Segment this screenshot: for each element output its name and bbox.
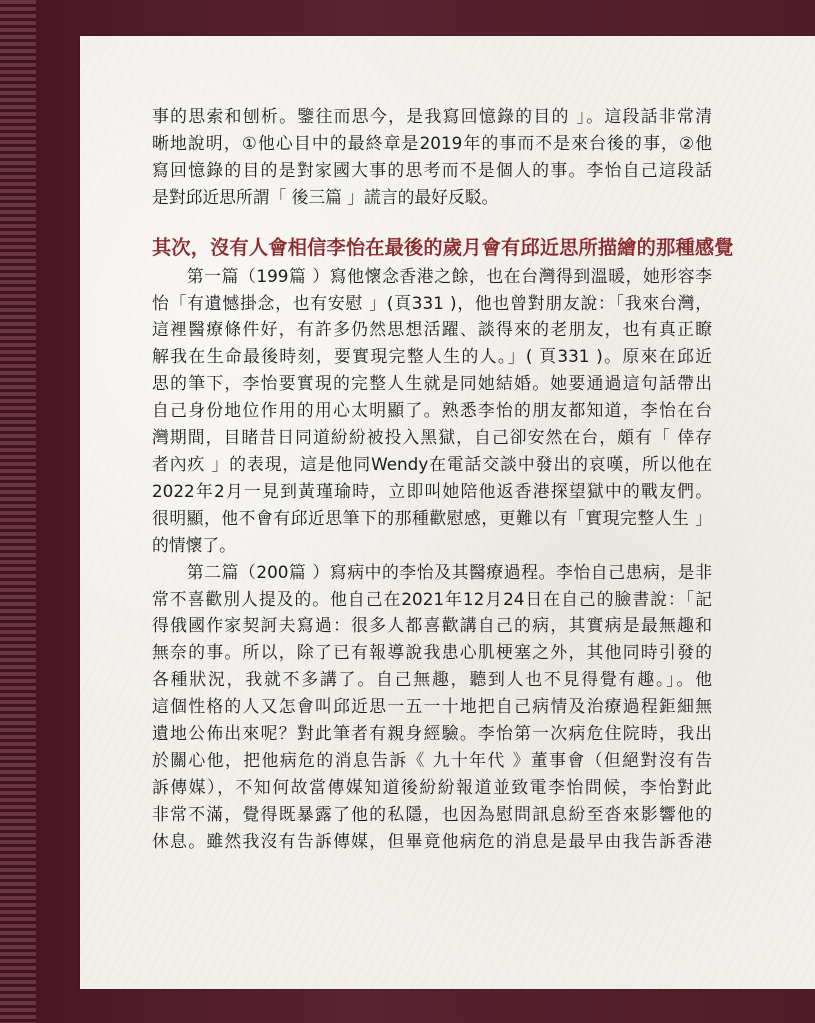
text-line: 非常不滿，覺得既暴露了他的私隱，也因為慰問訊息紛至沓來影響他的 [152, 803, 712, 824]
text-line: 者內疚 」的表現，這是他同Wendy在電話交談中發出的哀嘆，所以他在 [152, 453, 712, 474]
text-line: 這個性格的人又怎會叫邱近思一五一十地把自己病情及治療過程鉅細無 [152, 696, 712, 717]
text-line: 各種狀況，我就不多講了。自己無趣，聽到人也不見得覺有趣。」。他 [152, 669, 712, 690]
text-line: 第二篇（200篇 ）寫病中的李怡及其醫療過程。李怡自己患病，是非 [152, 561, 712, 582]
text-line: 是對邱近思所謂「 後三篇 」謊言的最好反駁。 [152, 186, 499, 207]
text-line: 於關心他，把他病危的消息告訴《 九十年代 》董事會（但絕對沒有告 [152, 749, 712, 770]
text-line: 第一篇（199篇 ）寫他懷念香港之餘，也在台灣得到溫暖，她形容李 [152, 265, 712, 286]
text-line: 得俄國作家契訶夫寫過：很多人都喜歡講自己的病，其實病是最無趣和 [152, 615, 712, 636]
text-line: 2022年2月一見到黃瑾瑜時，立即叫她陪他返香港探望獄中的戰友們。 [152, 480, 712, 501]
text-line: 常不喜歡別人提及的。他自己在2021年12月24日在自己的臉書說：「記 [152, 588, 712, 609]
text-line: 遺地公佈出來呢？對此筆者有親身經驗。李怡第一次病危住院時，我出 [152, 723, 712, 744]
text-line: 思的筆下，李怡要實現的完整人生就是同她結婚。她要通過這句話帶出 [152, 373, 712, 394]
text-line: 灣期間，目睹昔日同道紛紛被投入黑獄，自己卻安然在台，頗有「 倖存 [152, 427, 712, 448]
paragraph-second-article [152, 559, 712, 855]
text-line: 休息。雖然我沒有告訴傳媒，但畢竟他病危的消息是最早由我告訴香港 [152, 830, 712, 851]
text-line: 很明顯，他不會有邱近思筆下的那種歡慰感，更難以有「實現完整人生 」 [152, 507, 712, 528]
text-line: 的情懷了。 [152, 534, 236, 555]
paragraph-first-article [152, 263, 712, 559]
text-line: 這裡醫療條件好，有許多仍然思想活躍、談得來的老朋友，也有真正瞭 [152, 319, 712, 340]
text-line: 怡「有遺憾掛念，也有安慰 」(頁331 )，他也曾對朋友說：「我來台灣， [152, 292, 712, 313]
text-line: 訴傳媒），不知何故當傳媒知道後紛紛報道並致電李怡問候，李怡對此 [152, 776, 712, 797]
text-line: 晰地說明，①他心目中的最終章是2019年的事而不是來台後的事，②他 [152, 132, 712, 153]
text-line: 無奈的事。所以，除了已有報導說我患心肌梗塞之外，其他同時引發的 [152, 642, 712, 663]
text-line: 解我在生命最後時刻，要實現完整人生的人。」( 頁331 )。原來在邱近 [152, 346, 712, 367]
text-line: 自己身份地位作用的用心太明顯了。熟悉李怡的朋友都知道，李怡在台 [152, 400, 712, 421]
article-body [152, 103, 734, 855]
text-line: 事的思索和刨析。鑒往而思今，是我寫回憶錄的目的 」。這段話非常清 [152, 106, 712, 126]
text-line: 寫回憶錄的目的是對家國大事的思考而不是個人的事。李怡自己這段話 [152, 159, 712, 180]
section-heading: 其次，沒有人會相信李怡在最後的歲月會有邱近思所描繪的那種感覺 [152, 235, 734, 259]
paragraph-intro [152, 103, 712, 211]
left-stripe-band [0, 0, 36, 1023]
